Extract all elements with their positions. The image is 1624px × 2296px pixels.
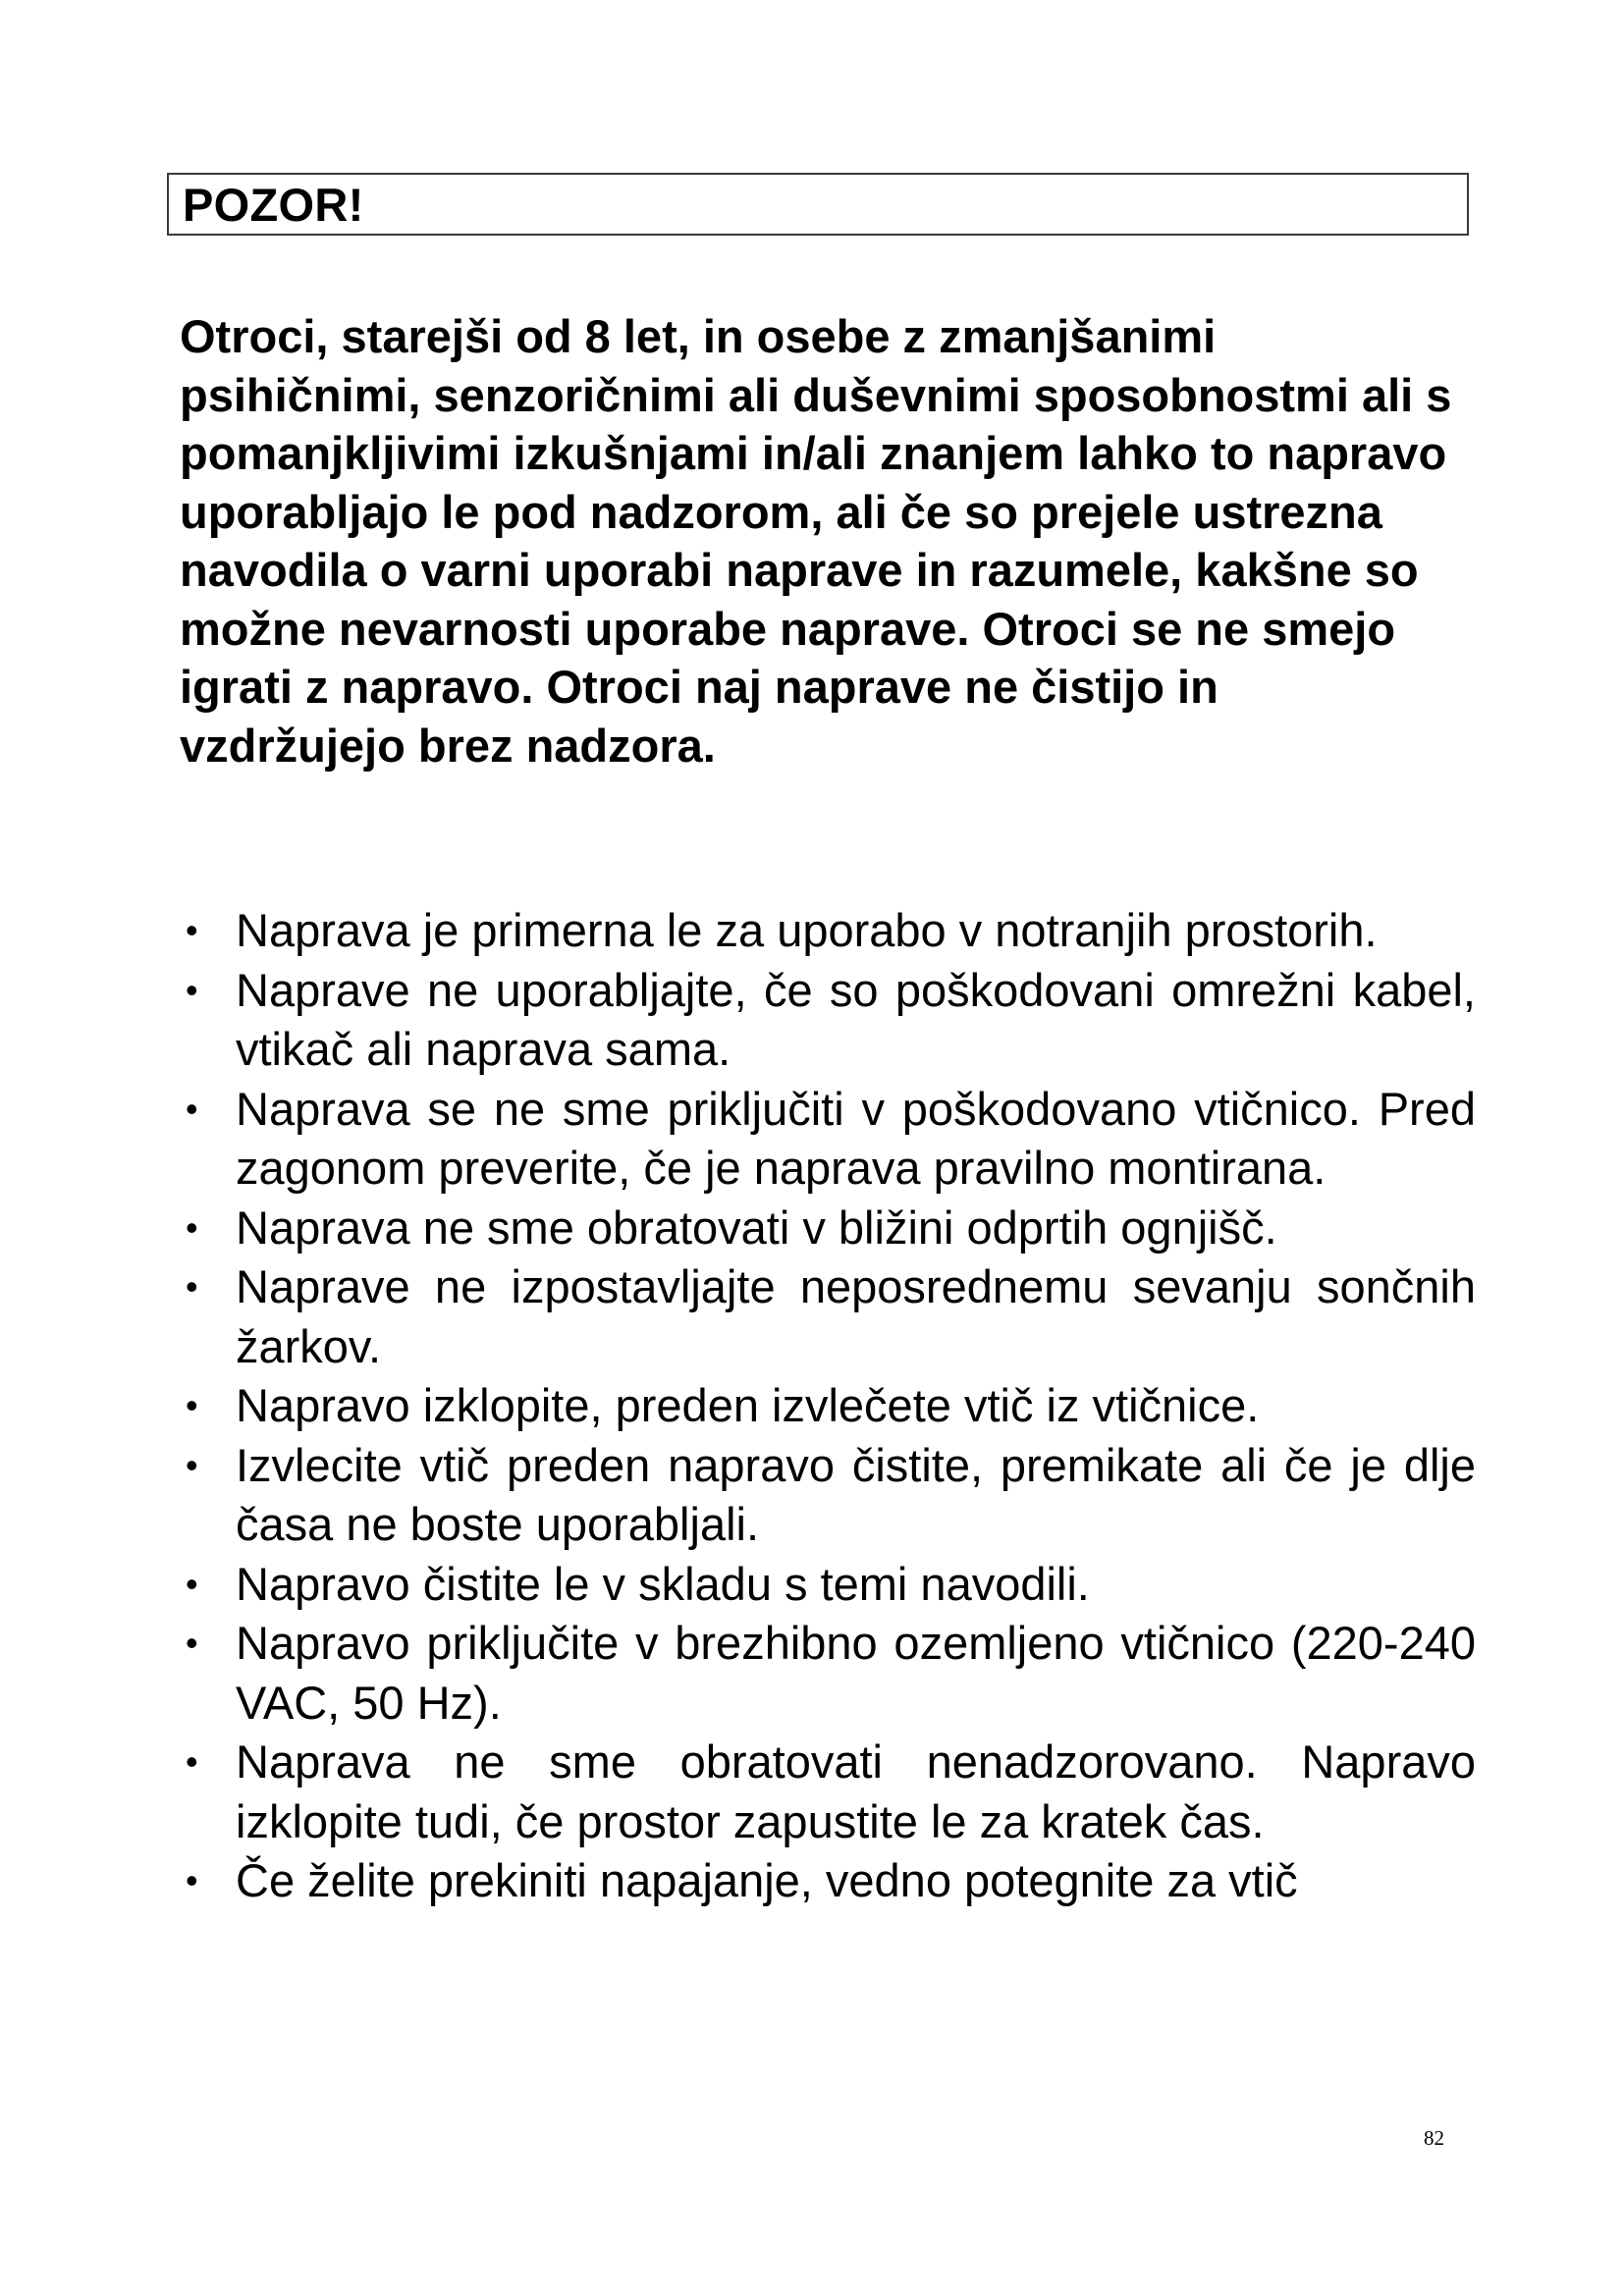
list-item-text: Naprava ne sme obratovati nenadzorovano. Napravo izklopite tudi, če prostor zapustite le za kratek čas. [236,1735,1476,1847]
list-item [180,1199,1476,1258]
children-warning-paragraph: Otroci, starejši od 8 let, in osebe z zmanjšanimi psihičnimi, senzoričnimi ali duševnimi sposobnostmi ali s pomanjkljivimi izkušnjami in/ali znanjem lahko to napravo uporabljajo le pod nadzorom, ali če so prejele ustrezna navodila o varni uporabi naprave in razumele, kakšne so možne nevarnosti uporabe naprave. Otroci se ne smejo igrati z napravo. Otroci naj naprave ne čistijo in vzdržujejo brez nadzora. [180,310,1452,772]
warning-heading-box [167,173,1469,236]
list-item-text: Naprava se ne sme priključiti v poškodovano vtičnico. Pred zagonom preverite, če je naprava pravilno montirana. [236,1082,1476,1194]
list-item-text: Če želite prekiniti napajanje, vedno potegnite za vtič [236,1854,1298,1906]
list-item-text: Napravo priključite v brezhibno ozemljeno vtičnico (220-240 VAC, 50 Hz). [236,1617,1476,1729]
bullet-icon: • [186,1266,198,1307]
bullet-icon: • [186,1206,198,1248]
bullet-icon: • [186,1385,198,1425]
bullet-icon: • [186,969,198,1010]
safety-instructions-list [180,901,1476,1911]
bullet-icon: • [186,1444,198,1485]
list-item [180,1614,1476,1733]
bullet-icon: • [186,1563,198,1604]
bullet-icon: • [186,1741,198,1782]
list-item-text: Naprava je primerna le za uporabo v notranjih prostorih. [236,904,1378,956]
list-item [180,1376,1476,1436]
list-item [180,1555,1476,1615]
list-item [180,1436,1476,1555]
list-item [180,901,1476,961]
list-item-text: Napravo čistite le v skladu s temi navodili. [236,1557,1090,1610]
list-item [180,961,1476,1080]
list-item-text: Naprave ne izpostavljajte neposrednemu sevanju sončnih žarkov. [236,1260,1476,1372]
bullet-icon: • [186,1623,198,1663]
list-item [180,1257,1476,1376]
list-item-text: Napravo izklopite, preden izvlečete vtič iz vtičnice. [236,1379,1260,1431]
list-item [180,1733,1476,1851]
list-item [180,1851,1476,1911]
warning-heading: POZOR! [183,179,364,231]
bullet-icon: • [186,1088,198,1129]
bullet-icon: • [186,910,198,950]
page-number: 82 [1424,2126,1444,2150]
list-item-text: Naprava ne sme obratovati v bližini odprtih ognjišč. [236,1201,1277,1254]
list-item-text: Izvlecite vtič preden napravo čistite, premikate ali če je dlje časa ne boste uporabljali. [236,1438,1476,1550]
list-item-text: Naprave ne uporabljajte, če so poškodovani omrežni kabel, vtikač ali naprava sama. [236,963,1476,1075]
list-item [180,1080,1476,1199]
bullet-icon: • [186,1860,198,1900]
